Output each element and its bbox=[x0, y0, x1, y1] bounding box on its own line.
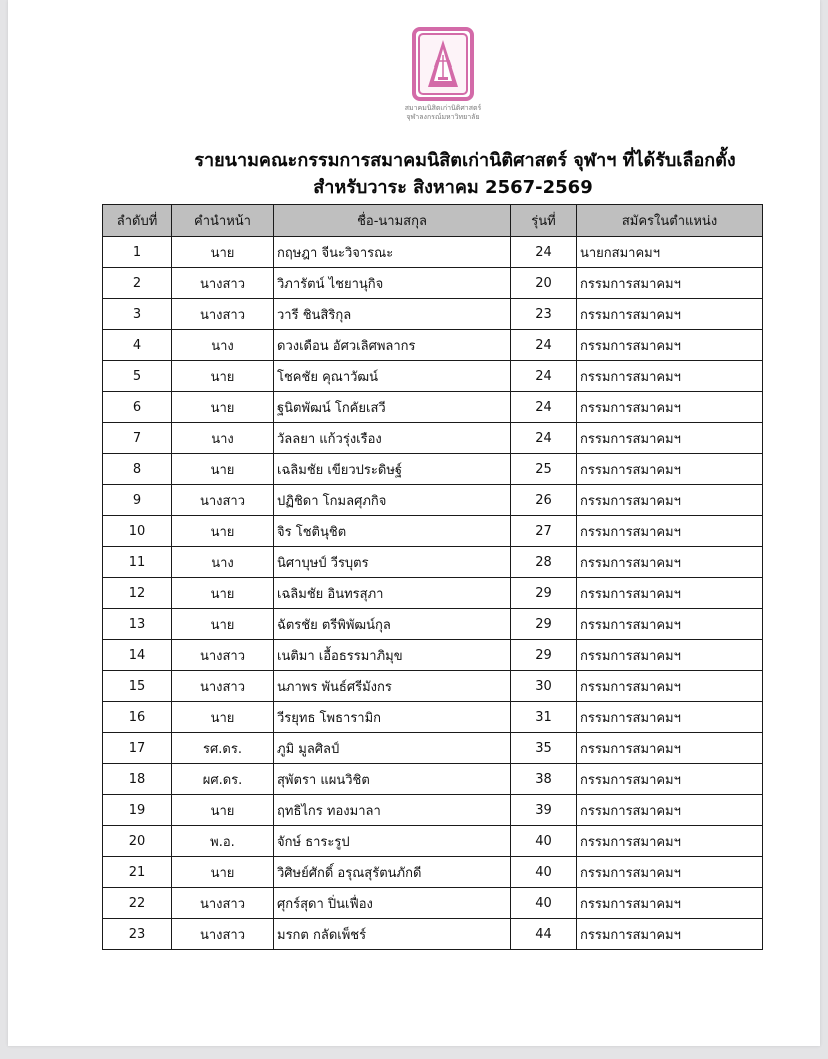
prefix-cell: นาง bbox=[172, 330, 274, 361]
position-cell: กรรมการสมาคมฯ bbox=[577, 733, 763, 764]
header-prefix: คำนำหน้า bbox=[172, 205, 274, 237]
table-row bbox=[103, 795, 763, 826]
name-cell: ปฏิชิดา โกมลศุภกิจ bbox=[274, 485, 511, 516]
table-row bbox=[103, 454, 763, 485]
position-cell: กรรมการสมาคมฯ bbox=[577, 361, 763, 392]
prefix-cell: นาย bbox=[172, 578, 274, 609]
name-cell: สุพัตรา แผนวิชิต bbox=[274, 764, 511, 795]
generation-cell: 35 bbox=[511, 733, 577, 764]
name-cell: ฤทธิไกร ทองมาลา bbox=[274, 795, 511, 826]
row-number: 4 bbox=[103, 330, 172, 361]
prefix-cell: นาย bbox=[172, 857, 274, 888]
row-number: 13 bbox=[103, 609, 172, 640]
page-title: รายนามคณะกรรมการสมาคมนิสิตเก่านิติศาสตร์ จุฬาฯ ที่ได้รับเลือกตั้ง bbox=[194, 150, 736, 171]
row-number: 18 bbox=[103, 764, 172, 795]
row-number: 8 bbox=[103, 454, 172, 485]
generation-cell: 26 bbox=[511, 485, 577, 516]
generation-cell: 44 bbox=[511, 919, 577, 950]
name-cell: ฉัตรชัย ตรีพิพัฒน์กุล bbox=[274, 609, 511, 640]
row-number: 10 bbox=[103, 516, 172, 547]
generation-cell: 31 bbox=[511, 702, 577, 733]
committee-table bbox=[102, 204, 763, 950]
prefix-cell: นางสาว bbox=[172, 640, 274, 671]
row-number: 23 bbox=[103, 919, 172, 950]
name-cell: นภาพร พันธ์ศรีมังกร bbox=[274, 671, 511, 702]
position-cell: กรรมการสมาคมฯ bbox=[577, 857, 763, 888]
prefix-cell: นาย bbox=[172, 361, 274, 392]
position-cell: กรรมการสมาคมฯ bbox=[577, 888, 763, 919]
prefix-cell: นางสาว bbox=[172, 888, 274, 919]
position-cell: กรรมการสมาคมฯ bbox=[577, 392, 763, 423]
table-row bbox=[103, 330, 763, 361]
row-number: 12 bbox=[103, 578, 172, 609]
row-number: 16 bbox=[103, 702, 172, 733]
position-cell: กรรมการสมาคมฯ bbox=[577, 640, 763, 671]
generation-cell: 39 bbox=[511, 795, 577, 826]
name-cell: เฉลิมชัย เขียวประดิษฐ์ bbox=[274, 454, 511, 485]
prefix-cell: นางสาว bbox=[172, 671, 274, 702]
name-cell: เฉลิมชัย อินทรสุภา bbox=[274, 578, 511, 609]
table-row bbox=[103, 733, 763, 764]
prefix-cell: ผศ.ดร. bbox=[172, 764, 274, 795]
generation-cell: 24 bbox=[511, 361, 577, 392]
prefix-cell: นาย bbox=[172, 795, 274, 826]
position-cell: นายกสมาคมฯ bbox=[577, 237, 763, 268]
name-cell: วัลลยา แก้วรุ่งเรือง bbox=[274, 423, 511, 454]
name-cell: ศุกร์สุดา ปิ่นเฟื่อง bbox=[274, 888, 511, 919]
position-cell: กรรมการสมาคมฯ bbox=[577, 795, 763, 826]
header-position: สมัครในตำแหน่ง bbox=[577, 205, 763, 237]
table-row bbox=[103, 361, 763, 392]
row-number: 14 bbox=[103, 640, 172, 671]
row-number: 2 bbox=[103, 268, 172, 299]
page-subtitle: สำหรับวาระ สิงหาคม 2567-2569 bbox=[313, 177, 593, 198]
prefix-cell: นาย bbox=[172, 392, 274, 423]
position-cell: กรรมการสมาคมฯ bbox=[577, 330, 763, 361]
row-number: 17 bbox=[103, 733, 172, 764]
table-header-row bbox=[103, 205, 763, 237]
prefix-cell: นางสาว bbox=[172, 485, 274, 516]
generation-cell: 28 bbox=[511, 547, 577, 578]
header-name: ชื่อ-นามสกุล bbox=[274, 205, 511, 237]
table-row bbox=[103, 702, 763, 733]
table-row bbox=[103, 268, 763, 299]
prefix-cell: นาย bbox=[172, 454, 274, 485]
name-cell: ภูมิ มูลศิลป์ bbox=[274, 733, 511, 764]
row-number: 22 bbox=[103, 888, 172, 919]
name-cell: ดวงเดือน อัศวเลิศพลากร bbox=[274, 330, 511, 361]
generation-cell: 38 bbox=[511, 764, 577, 795]
generation-cell: 24 bbox=[511, 423, 577, 454]
generation-cell: 29 bbox=[511, 578, 577, 609]
name-cell: วีรยุทธ โพธารามิก bbox=[274, 702, 511, 733]
row-number: 9 bbox=[103, 485, 172, 516]
position-cell: กรรมการสมาคมฯ bbox=[577, 764, 763, 795]
prefix-cell: นาง bbox=[172, 423, 274, 454]
prefix-cell: นาย bbox=[172, 516, 274, 547]
row-number: 7 bbox=[103, 423, 172, 454]
generation-cell: 24 bbox=[511, 392, 577, 423]
row-number: 11 bbox=[103, 547, 172, 578]
table-row bbox=[103, 888, 763, 919]
name-cell: มรกต กลัดเพ็ชร์ bbox=[274, 919, 511, 950]
name-cell: กฤษฎา จีนะวิจารณะ bbox=[274, 237, 511, 268]
name-cell: วิภารัตน์ ไชยานุกิจ bbox=[274, 268, 511, 299]
table-row bbox=[103, 919, 763, 950]
position-cell: กรรมการสมาคมฯ bbox=[577, 578, 763, 609]
table-row bbox=[103, 826, 763, 857]
position-cell: กรรมการสมาคมฯ bbox=[577, 671, 763, 702]
row-number: 5 bbox=[103, 361, 172, 392]
row-number: 20 bbox=[103, 826, 172, 857]
position-cell: กรรมการสมาคมฯ bbox=[577, 702, 763, 733]
position-cell: กรรมการสมาคมฯ bbox=[577, 485, 763, 516]
position-cell: กรรมการสมาคมฯ bbox=[577, 919, 763, 950]
prefix-cell: นางสาว bbox=[172, 919, 274, 950]
table-row bbox=[103, 857, 763, 888]
generation-cell: 23 bbox=[511, 299, 577, 330]
table-row bbox=[103, 578, 763, 609]
name-cell: วารี ชินสิริกุล bbox=[274, 299, 511, 330]
header-order: ลำดับที่ bbox=[103, 205, 172, 237]
position-cell: กรรมการสมาคมฯ bbox=[577, 516, 763, 547]
generation-cell: 20 bbox=[511, 268, 577, 299]
generation-cell: 27 bbox=[511, 516, 577, 547]
generation-cell: 24 bbox=[511, 330, 577, 361]
logo-caption-line1: สมาคมนิสิตเก่านิติศาสตร์ bbox=[404, 104, 482, 112]
prefix-cell: รศ.ดร. bbox=[172, 733, 274, 764]
name-cell: จิร โชตินุชิต bbox=[274, 516, 511, 547]
prefix-cell: นาย bbox=[172, 609, 274, 640]
header-generation: รุ่นที่ bbox=[511, 205, 577, 237]
position-cell: กรรมการสมาคมฯ bbox=[577, 547, 763, 578]
generation-cell: 29 bbox=[511, 609, 577, 640]
table-row bbox=[103, 764, 763, 795]
prefix-cell: นางสาว bbox=[172, 268, 274, 299]
position-cell: กรรมการสมาคมฯ bbox=[577, 423, 763, 454]
generation-cell: 40 bbox=[511, 857, 577, 888]
table-row bbox=[103, 423, 763, 454]
name-cell: เนติมา เอื้อธรรมาภิมุข bbox=[274, 640, 511, 671]
prefix-cell: พ.อ. bbox=[172, 826, 274, 857]
position-cell: กรรมการสมาคมฯ bbox=[577, 609, 763, 640]
row-number: 19 bbox=[103, 795, 172, 826]
logo-caption bbox=[378, 104, 508, 122]
position-cell: กรรมการสมาคมฯ bbox=[577, 299, 763, 330]
prefix-cell: นางสาว bbox=[172, 299, 274, 330]
generation-cell: 25 bbox=[511, 454, 577, 485]
name-cell: ฐนิตพัฒน์ โกคัยเสวี bbox=[274, 392, 511, 423]
generation-cell: 24 bbox=[511, 237, 577, 268]
name-cell: จักษ์ ธาระรูป bbox=[274, 826, 511, 857]
generation-cell: 29 bbox=[511, 640, 577, 671]
row-number: 3 bbox=[103, 299, 172, 330]
association-emblem-icon bbox=[412, 27, 474, 101]
table-row bbox=[103, 609, 763, 640]
table-row bbox=[103, 299, 763, 330]
table-row bbox=[103, 516, 763, 547]
table-row bbox=[103, 237, 763, 268]
position-cell: กรรมการสมาคมฯ bbox=[577, 268, 763, 299]
name-cell: นิศาบุษป์ วีรบุตร bbox=[274, 547, 511, 578]
generation-cell: 30 bbox=[511, 671, 577, 702]
prefix-cell: นาย bbox=[172, 237, 274, 268]
row-number: 21 bbox=[103, 857, 172, 888]
position-cell: กรรมการสมาคมฯ bbox=[577, 826, 763, 857]
row-number: 6 bbox=[103, 392, 172, 423]
prefix-cell: นาง bbox=[172, 547, 274, 578]
prefix-cell: นาย bbox=[172, 702, 274, 733]
table-row bbox=[103, 671, 763, 702]
table-row bbox=[103, 392, 763, 423]
row-number: 1 bbox=[103, 237, 172, 268]
position-cell: กรรมการสมาคมฯ bbox=[577, 454, 763, 485]
table-row bbox=[103, 485, 763, 516]
table-row bbox=[103, 547, 763, 578]
name-cell: วิศิษย์ศักดิ์ อรุณสุรัตนภักดี bbox=[274, 857, 511, 888]
row-number: 15 bbox=[103, 671, 172, 702]
generation-cell: 40 bbox=[511, 826, 577, 857]
generation-cell: 40 bbox=[511, 888, 577, 919]
logo-caption-line2: จุฬาลงกรณ์มหาวิทยาลัย bbox=[406, 113, 480, 121]
table-row bbox=[103, 640, 763, 671]
name-cell: โชคชัย คุณาวัฒน์ bbox=[274, 361, 511, 392]
